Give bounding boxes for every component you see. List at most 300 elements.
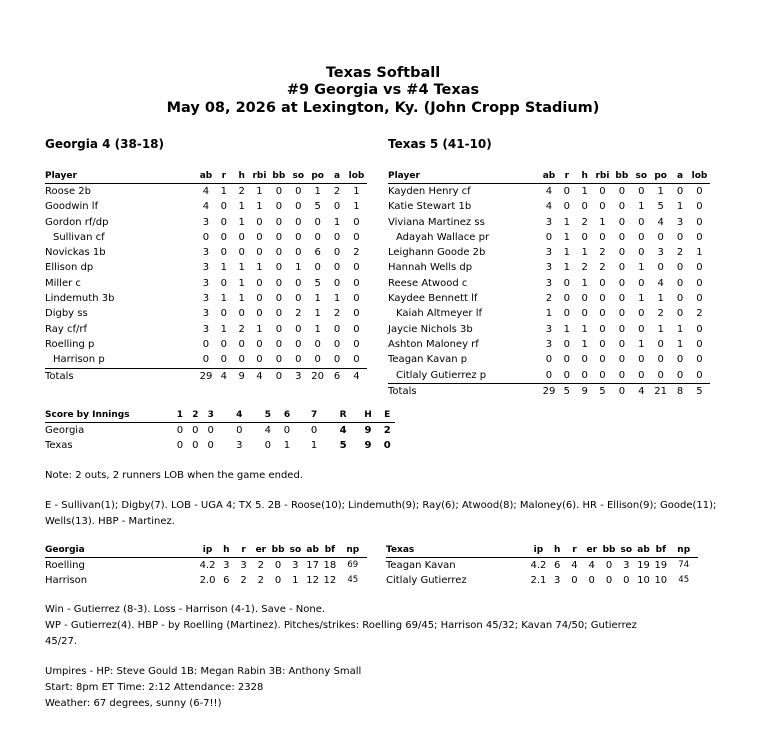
column-header: ab	[540, 170, 558, 184]
pitching-team-label: Texas	[386, 544, 528, 558]
weather: Weather: 67 degrees, sunny (6-7!!)	[45, 698, 222, 709]
player-name: Goodwin lf	[45, 201, 99, 213]
player-name: Adayah Wallace pr	[396, 231, 490, 243]
stat-cell: 0	[314, 231, 321, 243]
stat-cell: 1	[657, 323, 664, 335]
player-row	[45, 245, 367, 260]
stat-cell: 4	[545, 186, 553, 197]
player-name: Harrison p	[45, 352, 197, 368]
stat-cell: 1	[563, 262, 570, 274]
stat-cell: 5	[314, 201, 321, 213]
totals-cell: 3	[295, 370, 302, 382]
stat-cell: 2	[238, 186, 245, 197]
rhe-value: 5	[339, 440, 347, 451]
stat-cell: 0	[638, 247, 645, 259]
stat-cell: 3	[202, 293, 210, 305]
stat-cell: 0	[676, 293, 684, 305]
stat-cell: 2	[599, 262, 606, 274]
inning-score: 3	[236, 440, 243, 451]
pitching-stat: 12	[323, 575, 337, 586]
stat-cell: 0	[333, 231, 341, 243]
stat-cell: 0	[220, 247, 227, 259]
player-row	[388, 291, 710, 306]
stat-cell: 1	[295, 262, 302, 274]
pitching-stat: 3	[623, 560, 630, 571]
stat-cell: 0	[632, 368, 650, 384]
pitcher-name: Citlaly Gutierrez	[386, 575, 467, 586]
pitching-stat: 4.2	[199, 560, 216, 571]
totals-cell: 0	[275, 370, 283, 382]
stat-cell: 1	[581, 323, 588, 335]
stat-cell: 0	[599, 308, 606, 320]
pitching-stat: 0	[588, 575, 595, 586]
pitching-team-label: Georgia	[45, 544, 197, 558]
player-name: Viviana Martinez ss	[388, 216, 485, 228]
player-name: Novickas 1b	[45, 247, 106, 259]
totals-cell: 5	[563, 385, 570, 397]
stat-cell: 0	[638, 308, 645, 320]
column-header: a	[671, 170, 689, 184]
column-header: np	[339, 544, 367, 558]
inning-header: 3	[203, 409, 218, 423]
column-header: so	[632, 170, 650, 184]
stat-cell: 0	[657, 231, 664, 243]
stat-cell: 0	[220, 277, 227, 289]
stat-cell: 3	[202, 308, 210, 320]
player-row	[388, 245, 710, 260]
stat-cell: 0	[599, 338, 606, 350]
column-header: er	[252, 544, 269, 558]
stat-cell: 0	[676, 262, 684, 274]
player-row	[388, 260, 710, 275]
stat-cell: 3	[202, 262, 210, 274]
pitching-header-row	[386, 544, 698, 558]
stat-cell: 0	[638, 231, 645, 243]
stat-cell: 0	[696, 262, 703, 274]
player-name: Katie Stewart 1b	[388, 201, 472, 213]
stat-cell: 3	[545, 277, 553, 289]
stat-cell: 1	[638, 262, 645, 274]
stat-cell: 0	[238, 247, 245, 259]
player-name: Gordon rf/dp	[45, 216, 109, 228]
pitching-stat: 4	[571, 560, 578, 571]
pitching-stat: 3	[292, 560, 299, 571]
stat-cell: 0	[599, 293, 606, 305]
stat-cell: 1	[238, 277, 245, 289]
pitching-stat: 17	[306, 560, 319, 571]
stat-cell: 0	[353, 231, 360, 243]
column-header: r	[215, 170, 233, 184]
stat-cell: 0	[540, 368, 558, 384]
inning-score: 0	[192, 425, 199, 436]
stat-cell: 0	[657, 354, 664, 366]
pitcher-name: Teagan Kavan	[386, 560, 456, 571]
pitching-stat: 0	[274, 560, 282, 571]
column-header: bb	[268, 170, 289, 184]
stat-cell: 0	[563, 354, 570, 366]
inning-score: 0	[176, 425, 184, 436]
column-header: bb	[611, 170, 632, 184]
texas-box-score	[388, 170, 710, 399]
stat-cell: 1	[220, 293, 227, 305]
column-header: r	[566, 544, 583, 558]
stat-cell: 0	[333, 247, 341, 259]
stat-cell: 1	[676, 338, 684, 350]
stat-cell: 1	[563, 247, 570, 259]
player-row	[388, 352, 710, 367]
stat-cell: 0	[238, 338, 245, 350]
stat-cell: 0	[295, 277, 302, 289]
stat-cell: 0	[581, 354, 588, 366]
stat-cell: 3	[676, 216, 684, 228]
georgia-box-score	[45, 170, 367, 384]
player-name: Roose 2b	[45, 186, 91, 197]
pitching-stat: 10	[637, 575, 650, 586]
stat-cell: 0	[275, 201, 283, 213]
stat-cell: 0	[638, 216, 645, 228]
stat-cell: 0	[295, 293, 302, 305]
stat-cell: 2	[333, 186, 341, 197]
player-name: Ashton Maloney rf	[388, 338, 479, 350]
stat-cell: 0	[696, 186, 703, 197]
pitching-stat: 2.1	[530, 575, 547, 586]
pitching-stat: 6	[223, 575, 230, 586]
pitching-stat: 2.0	[199, 575, 216, 586]
stat-cell: 1	[314, 186, 321, 197]
pitching-stat: 45	[347, 575, 359, 585]
stat-cell: 0	[581, 293, 588, 305]
stat-cell: 1	[238, 201, 245, 213]
stat-cell: 4	[657, 216, 664, 228]
stat-cell: 0	[353, 262, 360, 274]
column-header: r	[235, 544, 252, 558]
inning-score: 0	[264, 440, 272, 451]
stat-cell: 4	[202, 186, 210, 197]
player-name: Hannah Wells dp	[388, 262, 473, 274]
stat-cell: 1	[238, 216, 245, 228]
stat-cell: 1	[220, 186, 227, 197]
inning-score: 4	[264, 425, 272, 436]
stat-cell: 0	[275, 293, 283, 305]
player-row	[388, 322, 710, 337]
column-header: h	[233, 170, 251, 184]
stat-cell: 0	[618, 293, 626, 305]
pitching-stat: 3	[240, 560, 247, 571]
stat-cell: 0	[696, 216, 703, 228]
box-header-row	[45, 170, 367, 184]
stat-cell: 0	[599, 354, 606, 366]
totals-cell: 0	[618, 385, 626, 397]
stat-cell: 0	[581, 231, 588, 243]
stat-cell: 0	[328, 352, 346, 368]
totals-label: Totals	[388, 385, 417, 397]
stat-cell: 0	[599, 323, 606, 335]
column-header: ab	[635, 544, 652, 558]
stat-cell: 0	[333, 262, 341, 274]
player-row	[388, 215, 710, 230]
stat-cell: 1	[581, 247, 588, 259]
pitching-stat: 3	[554, 575, 561, 586]
stat-cell: 0	[676, 354, 684, 366]
stat-cell: 0	[275, 262, 283, 274]
stat-cell: 0	[238, 308, 245, 320]
column-header: h	[576, 170, 594, 184]
stat-cell: 0	[333, 323, 341, 335]
player-name: Kaydee Bennett lf	[388, 293, 478, 305]
totals-cell: 29	[199, 370, 213, 382]
stat-cell: 1	[333, 216, 341, 228]
stat-cell: 0	[256, 216, 263, 228]
rhe-value: 9	[364, 425, 372, 436]
player-row	[45, 322, 367, 337]
stat-cell: 1	[333, 293, 341, 305]
stat-cell: 0	[295, 323, 302, 335]
stat-cell: 0	[676, 186, 684, 197]
player-row	[45, 230, 367, 245]
player-name: Ellison dp	[45, 262, 94, 274]
stat-cell: 1	[314, 323, 321, 335]
matchup-title: #9 Georgia vs #4 Texas	[286, 82, 480, 98]
stat-cell: 0	[353, 308, 360, 320]
column-header: po	[307, 170, 328, 184]
stat-cell: 0	[650, 368, 671, 384]
player-row	[45, 291, 367, 306]
column-header: ip	[528, 544, 548, 558]
pitching-stat: 6	[554, 560, 561, 571]
stat-cell: 0	[314, 216, 321, 228]
stat-cell: 0	[558, 368, 576, 384]
stat-cell: 1	[545, 308, 553, 320]
totals-cell: 4	[256, 370, 263, 382]
stat-cell: 0	[238, 231, 245, 243]
stat-cell: 3	[657, 247, 664, 259]
stat-cell: 0	[275, 216, 283, 228]
stat-cell: 0	[618, 186, 626, 197]
stat-cell: 0	[275, 277, 283, 289]
stat-cell: 2	[676, 247, 684, 259]
stat-cell: 0	[671, 368, 689, 384]
stat-cell: 0	[618, 323, 626, 335]
stat-cell: 0	[353, 293, 360, 305]
stat-cell: 1	[638, 201, 645, 213]
stat-cell: 0	[295, 186, 302, 197]
column-header: po	[650, 170, 671, 184]
stat-cell: 3	[202, 277, 210, 289]
stat-cell: 1	[220, 262, 227, 274]
stat-cell: 0	[676, 308, 684, 320]
pitching-stat: 2	[240, 575, 247, 586]
totals-row	[45, 368, 367, 384]
player-row	[45, 184, 367, 200]
stat-cell: 0	[220, 338, 227, 350]
stat-cell: 1	[657, 186, 664, 197]
pitcher-row	[386, 573, 698, 588]
stat-cell: 0	[295, 201, 302, 213]
stat-cell: 0	[618, 338, 626, 350]
player-name: Kayden Henry cf	[388, 186, 471, 197]
stat-cell: 0	[275, 186, 283, 197]
stat-cell: 0	[563, 186, 570, 197]
stat-cell: 0	[563, 201, 570, 213]
player-row	[388, 230, 710, 245]
stat-cell: 0	[256, 293, 263, 305]
inning-score: 0	[310, 425, 318, 436]
totals-cell: 21	[654, 385, 668, 397]
player-row	[45, 215, 367, 230]
pitching-stat: 4	[588, 560, 595, 571]
game-summary: E - Sullivan(1); Digby(7). LOB - UGA 4; TX 5. 2B - Roose(10); Lindemuth(9); Ray(6); Atwood(8); Maloney(6). HR - Ellison(9); Goode(11); Wells(13). HBP - Martinez.	[45, 500, 717, 527]
stat-cell: 1	[314, 308, 321, 320]
stat-cell: 0	[696, 354, 703, 366]
stat-cell: 0	[202, 338, 210, 350]
pitching-stat: 0	[605, 560, 613, 571]
stat-cell: 0	[563, 293, 570, 305]
stat-cell: 1	[581, 338, 588, 350]
stat-cell: 0	[295, 338, 302, 350]
inning-score: 0	[283, 425, 291, 436]
linescore-row	[45, 438, 395, 453]
start-time-attendance: Start: 8pm ET Time: 2:12 Attendance: 2328	[45, 682, 264, 693]
stat-cell: 1	[353, 201, 360, 213]
stat-cell: 0	[563, 277, 570, 289]
rhe-value: 9	[364, 440, 372, 451]
stat-cell: 0	[275, 323, 283, 335]
stat-cell: 1	[563, 323, 570, 335]
stat-cell: 2	[696, 308, 703, 320]
stat-cell: 0	[251, 352, 269, 368]
stat-cell: 1	[256, 186, 263, 197]
stat-cell: 0	[581, 201, 588, 213]
stat-cell: 0	[545, 354, 553, 366]
stat-cell: 0	[220, 216, 227, 228]
stat-cell: 0	[657, 262, 664, 274]
stat-cell: 0	[256, 308, 263, 320]
stat-cell: 0	[256, 338, 263, 350]
stat-cell: 0	[295, 231, 302, 243]
pitching-stat: 4.2	[530, 560, 547, 571]
totals-cell: 5	[599, 385, 606, 397]
column-header: bf	[321, 544, 338, 558]
stat-cell: 0	[638, 323, 645, 335]
player-name: Leighann Goode 2b	[388, 247, 486, 259]
stat-cell: 1	[353, 186, 360, 197]
stat-cell: 1	[581, 277, 588, 289]
column-header: bb	[269, 544, 286, 558]
stat-cell: 3	[202, 247, 210, 259]
texas-pitching	[386, 544, 698, 588]
stat-cell: 0	[696, 231, 703, 243]
rhe-header: E	[379, 409, 395, 423]
stat-cell: 0	[696, 323, 703, 335]
stat-cell: 0	[268, 352, 289, 368]
column-header: lob	[346, 170, 367, 184]
column-header: rbi	[594, 170, 612, 184]
stat-cell: 0	[256, 247, 263, 259]
stat-cell: 3	[202, 323, 210, 335]
inning-header: 5	[260, 409, 275, 423]
stat-cell: 0	[256, 231, 263, 243]
inning-header: 6	[276, 409, 299, 423]
georgia-pitching	[45, 544, 367, 588]
pitching-stat: 2	[257, 575, 265, 586]
column-header: a	[328, 170, 346, 184]
totals-cell: 6	[333, 370, 341, 382]
stat-cell: 6	[314, 247, 321, 259]
pitching-stat: 12	[306, 575, 319, 586]
inning-score: 0	[236, 425, 243, 436]
date-location: May 08, 2026 at Lexington, Ky. (John Cropp Stadium)	[166, 100, 600, 116]
stat-cell: 0	[581, 308, 588, 320]
stat-cell: 0	[576, 368, 594, 384]
column-header: r	[558, 170, 576, 184]
stat-cell: 0	[215, 352, 233, 368]
stat-cell: 5	[657, 201, 664, 213]
stat-cell: 0	[696, 338, 703, 350]
stat-cell: 0	[618, 308, 626, 320]
pitching-stat: 0	[571, 575, 578, 586]
stat-cell: 0	[333, 201, 341, 213]
pitcher-name: Harrison	[45, 575, 88, 586]
stat-cell: 3	[545, 323, 553, 335]
stat-cell: 1	[676, 201, 684, 213]
column-header: ip	[197, 544, 217, 558]
pitching-stat: 3	[223, 560, 230, 571]
stat-cell: 0	[275, 247, 283, 259]
pitcher-row	[386, 558, 698, 574]
player-row	[388, 306, 710, 321]
stat-cell: 0	[563, 338, 570, 350]
stat-cell: 1	[238, 293, 245, 305]
report-title: Texas Softball	[325, 65, 441, 81]
player-name: Ray cf/rf	[45, 323, 87, 335]
rhe-value: 2	[383, 425, 391, 436]
stat-cell: 0	[696, 201, 703, 213]
player-row	[388, 337, 710, 352]
stat-cell: 4	[657, 277, 664, 289]
rhe-header: H	[357, 409, 380, 423]
stat-cell: 1	[676, 323, 684, 335]
stat-cell: 1	[256, 201, 263, 213]
stat-cell: 0	[618, 201, 626, 213]
stat-cell: 0	[618, 277, 626, 289]
totals-cell: 4	[638, 385, 645, 397]
stat-cell: 1	[638, 293, 645, 305]
stat-cell: 1	[638, 338, 645, 350]
player-name: Roelling p	[45, 338, 95, 350]
stat-cell: 0	[202, 231, 210, 243]
wp-line: WP - Gutierrez(4). HBP - by Roelling (Martinez). Pitches/strikes: Roelling 69/45; Harrison 45/32; Kavan 74/50; Gutierrez 45/27.	[45, 620, 637, 647]
rhe-value: 4	[339, 425, 347, 436]
player-name: Digby ss	[45, 308, 88, 320]
pitching-stat: 2	[257, 560, 265, 571]
player-row	[388, 276, 710, 291]
stat-cell: 0	[275, 308, 283, 320]
stat-cell: 0	[676, 231, 684, 243]
pitching-stat: 0	[605, 575, 613, 586]
column-header: ab	[304, 544, 321, 558]
player-name: Jaycie Nichols 3b	[388, 323, 473, 335]
column-header: so	[287, 544, 304, 558]
stat-cell: 2	[295, 308, 302, 320]
totals-label: Totals	[45, 370, 74, 382]
umpires: Umpires - HP: Steve Gould 1B: Megan Rabin 3B: Anthony Small	[45, 666, 362, 677]
player-row	[45, 199, 367, 214]
stat-cell: 2	[657, 308, 664, 320]
stat-cell: 0	[295, 216, 302, 228]
stat-cell: 0	[353, 277, 360, 289]
stat-cell: 0	[220, 231, 227, 243]
stat-cell: 2	[599, 247, 606, 259]
